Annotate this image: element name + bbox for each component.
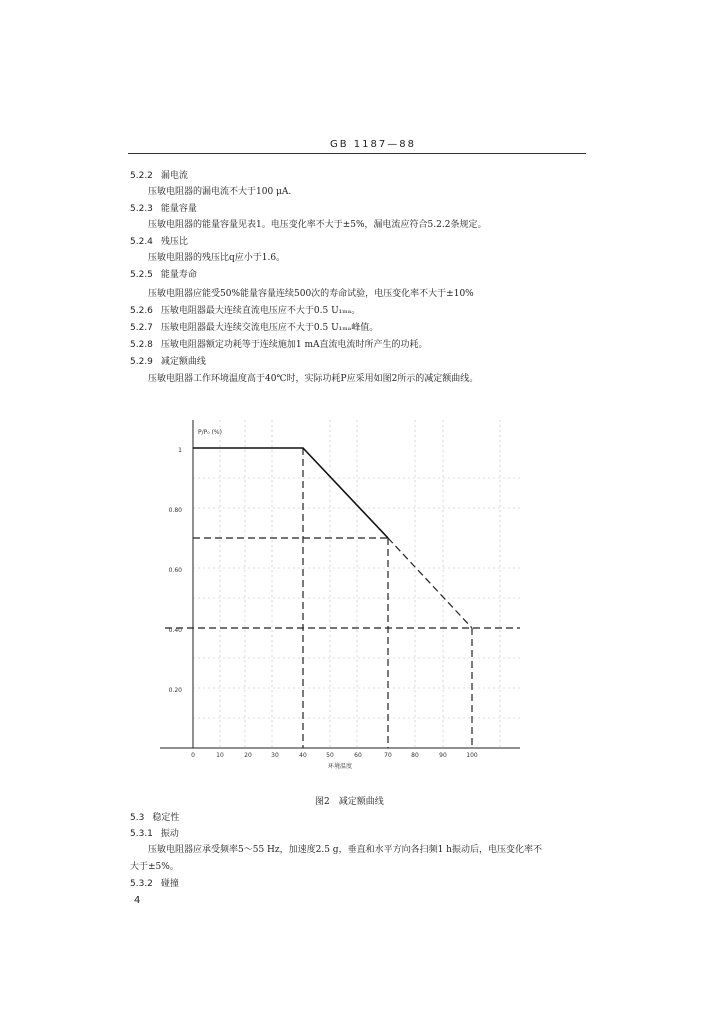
y-tick-label: 0.80 [168,507,182,514]
para-5-2-3: 压敏电阻器的能量容量见表1。电压变化率不大于±5%，漏电流应符合5.2.2条规定。 [148,220,487,230]
x-tick-label: 70 [384,752,392,759]
x-axis-title: 环境温度 [327,763,353,770]
x-tick-label: 50 [326,752,334,759]
y-tick-label: 0.20 [168,687,182,694]
figure-caption: 图2 减定额曲线 [315,797,384,807]
chart-axes [160,420,520,748]
para-5-2-5: 压敏电阻器应能受50%能量容量连续500次的寿命试验，电压变化率不大于±10% [148,289,474,299]
section-5-3: 5.3 稳定性 [130,813,180,823]
y-tick-label: 0.60 [168,567,182,574]
para-5-3-1-cont: 大于±5%。 [130,862,179,872]
section-5-3-1: 5.3.1 振动 [130,829,179,839]
y-axis-title: P/P₀ (%) [198,429,222,436]
section-5-2-4: 5.2.4 残压比 [130,237,188,247]
page-header: GB 1187—88 [330,139,416,150]
section-5-2-7: 5.2.7 压敏电阻器最大连续交流电压应不大于0.5 U₁ₘₐ峰值。 [130,323,379,333]
x-tick-label: 20 [244,752,252,759]
x-tick-label: 60 [354,752,362,759]
x-tick-label: 80 [411,752,419,759]
para-5-2-9: 压敏电阻器工作环境温度高于40℃时，实际功耗P应采用如图2所示的减定额曲线。 [148,374,479,384]
x-tick-label: 40 [299,752,307,759]
x-tick-label: 0 [191,752,195,759]
para-5-3-1: 压敏电阻器应承受频率5～55 Hz，加速度2.5 g，垂直和水平方向各扫频1 h振动后，电压变化率不 [148,845,542,855]
x-tick-labels [191,752,478,759]
y-tick-labels [169,447,183,694]
x-tick-label: 90 [439,752,447,759]
section-5-2-3: 5.2.3 能量容量 [130,204,197,214]
derating-curve [193,448,388,538]
section-5-2-9: 5.2.9 减定额曲线 [130,357,206,367]
para-5-2-2: 压敏电阻器的漏电流不大于100 μA. [148,187,292,197]
y-tick-label: 1 [178,447,182,454]
section-5-2-8: 5.2.8 压敏电阻器额定功耗等于连续施加1 mA直流电流时所产生的功耗。 [130,340,428,350]
section-5-2-6: 5.2.6 压敏电阻器最大连续直流电压应不大于0.5 U₁ₘₐ。 [130,306,361,316]
section-5-2-5: 5.2.5 能量寿命 [130,270,197,280]
section-5-3-2: 5.3.2 碰撞 [130,879,179,889]
x-tick-label: 30 [271,752,279,759]
section-5-2-2: 5.2.2 漏电流 [130,171,188,181]
para-5-2-4: 压敏电阻器的残压比q应小于1.6。 [148,253,286,263]
page-number: 4 [134,895,141,906]
x-tick-label: 100 [466,752,478,759]
y-tick-label: 0.40 [168,627,182,634]
x-tick-label: 10 [216,752,224,759]
chart-grid [193,420,520,748]
